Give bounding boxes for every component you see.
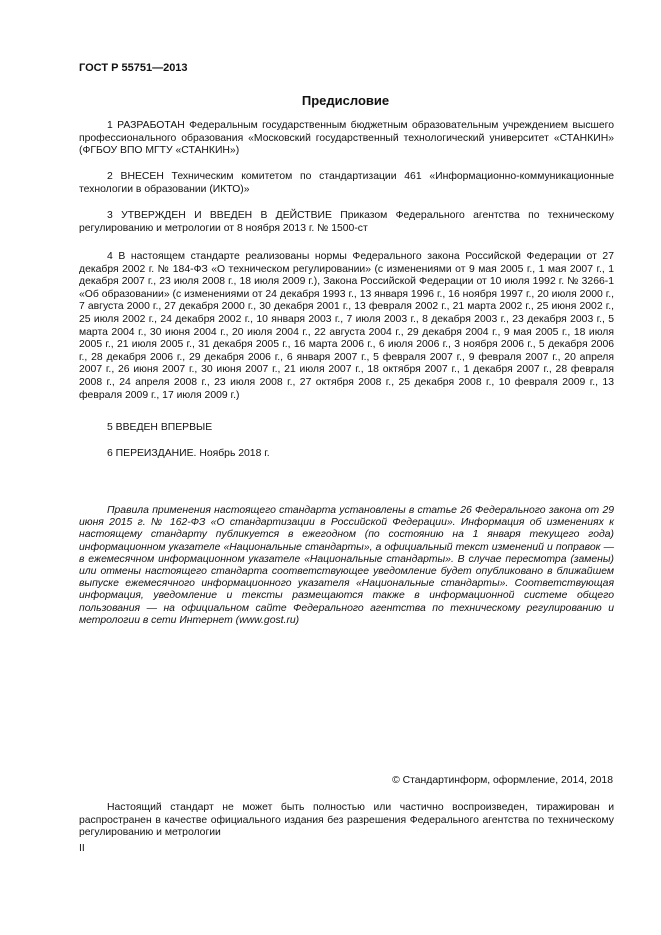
paragraph-developed-by: 1 РАЗРАБОТАН Федеральным государственным бюджетным образовательным учреждением высшего профессионального образования «Московский государственный технологический университет «СТАНКИН» (ФГБОУ ВПО МГТУ «СТАНКИН») — [79, 120, 614, 157]
page-number: II — [79, 843, 85, 854]
paragraph-reissue: 6 ПЕРЕИЗДАНИЕ. Ноябрь 2018 г. — [107, 448, 270, 459]
paragraph-introduced-by: 2 ВНЕСЕН Техническим комитетом по стандартизации 461 «Информационно-коммуникационные технологии в образовании (ИКТО)» — [79, 171, 614, 195]
rules-notice: Правила применения настоящего стандарта установлены в статье 26 Федерального закона от 29 июня 2015 г. № 162-ФЗ «О стандартизации в Российской Федерации». Информация об изменениях к настоящему стандарту публикуется в ежегодном (по состоянию на 1 января текущего года) информационном указателе «Национальные стандарты», а официальный текст изменений и поправок — в ежемесячном информационном указателе «Национальные стандарты». В случае пересмотра (замены) или отмены настоящего стандарта соответствующее уведомление будет опубликовано в ближайшем выпуске ежемесячного информационного указателя «Национальные стандарты». Соответствующая информация, уведомление и тексты размещаются также в информационной системе общего пользования — на официальном сайте Федерального агентства по техническому регулированию и метрологии в сети Интернет (www.gost.ru) — [79, 505, 614, 626]
copyright-line: © Стандартинформ, оформление, 2014, 2018 — [392, 775, 613, 786]
page-title: Предисловие — [301, 93, 390, 108]
paragraph-first-introduced: 5 ВВЕДЕН ВПЕРВЫЕ — [107, 422, 213, 433]
document-code: ГОСТ Р 55751—2013 — [79, 62, 188, 74]
paragraph-approved: 3 УТВЕРЖДЕН И ВВЕДЕН В ДЕЙСТВИЕ Приказом Федерального агентства по техническому регулированию и метрологии от 8 ноября 2013 г. № 1500-ст — [79, 210, 614, 234]
reproduction-notice: Настоящий стандарт не может быть полностью или частично воспроизведен, тиражирован и распространен в качестве официального издания без разрешения Федерального агентства по техническому регулированию и метрологии — [79, 802, 614, 839]
paragraph-legal-norms: 4 В настоящем стандарте реализованы нормы Федерального закона Российской Федерации от 27 декабря 2002 г. № 184-ФЗ «О техническом регулировании» (с изменениями от 9 мая 2005 г., 1 мая 2007 г., 1 декабря 2007 г., 23 июля 2008 г., 18 июля 2009 г.), Закона Российской Федерации от 10 июля 1992 г. № 3266-1 «Об образовании» (с изменениями от 24 декабря 1993 г., 13 января 1996 г., 16 ноября 1997 г., 20 июля 2000 г., 7 августа 2000 г., 27 декабря 2000 г., 30 декабря 2001 г., 13 февраля 2002 г., 21 марта 2002 г., 25 июня 2002 г., 25 июля 2002 г., 24 декабря 2002 г., 10 января 2003 г., 7 июля 2003 г., 8 декабря 2003 г., 23 декабря 2003 г., 5 марта 2004 г., 30 июня 2004 г., 20 июля 2004 г., 22 августа 2004 г., 29 декабря 2004 г., 9 мая 2005 г., 18 июля 2005 г., 21 июля 2005 г., 31 декабря 2005 г., 16 марта 2006 г., 6 июля 2006 г., 3 ноября 2006 г., 5 декабря 2006 г., 28 декабря 2006 г., 29 декабря 2006 г., 6 января 2007 г., 5 февраля 2007 г., 9 февраля 2007 г., 20 апреля 2007 г., 26 июня 2007 г., 30 июня 2007 г., 21 июля 2007 г., 18 октября 2007 г., 1 декабря 2007 г., 28 февраля 2008 г., 24 апреля 2008 г., 23 июля 2008 г., 27 октября 2008 г., 25 декабря 2008 г., 10 февраля 2009 г., 13 февраля 2009 г., 17 июля 2009 г.) — [79, 251, 614, 401]
